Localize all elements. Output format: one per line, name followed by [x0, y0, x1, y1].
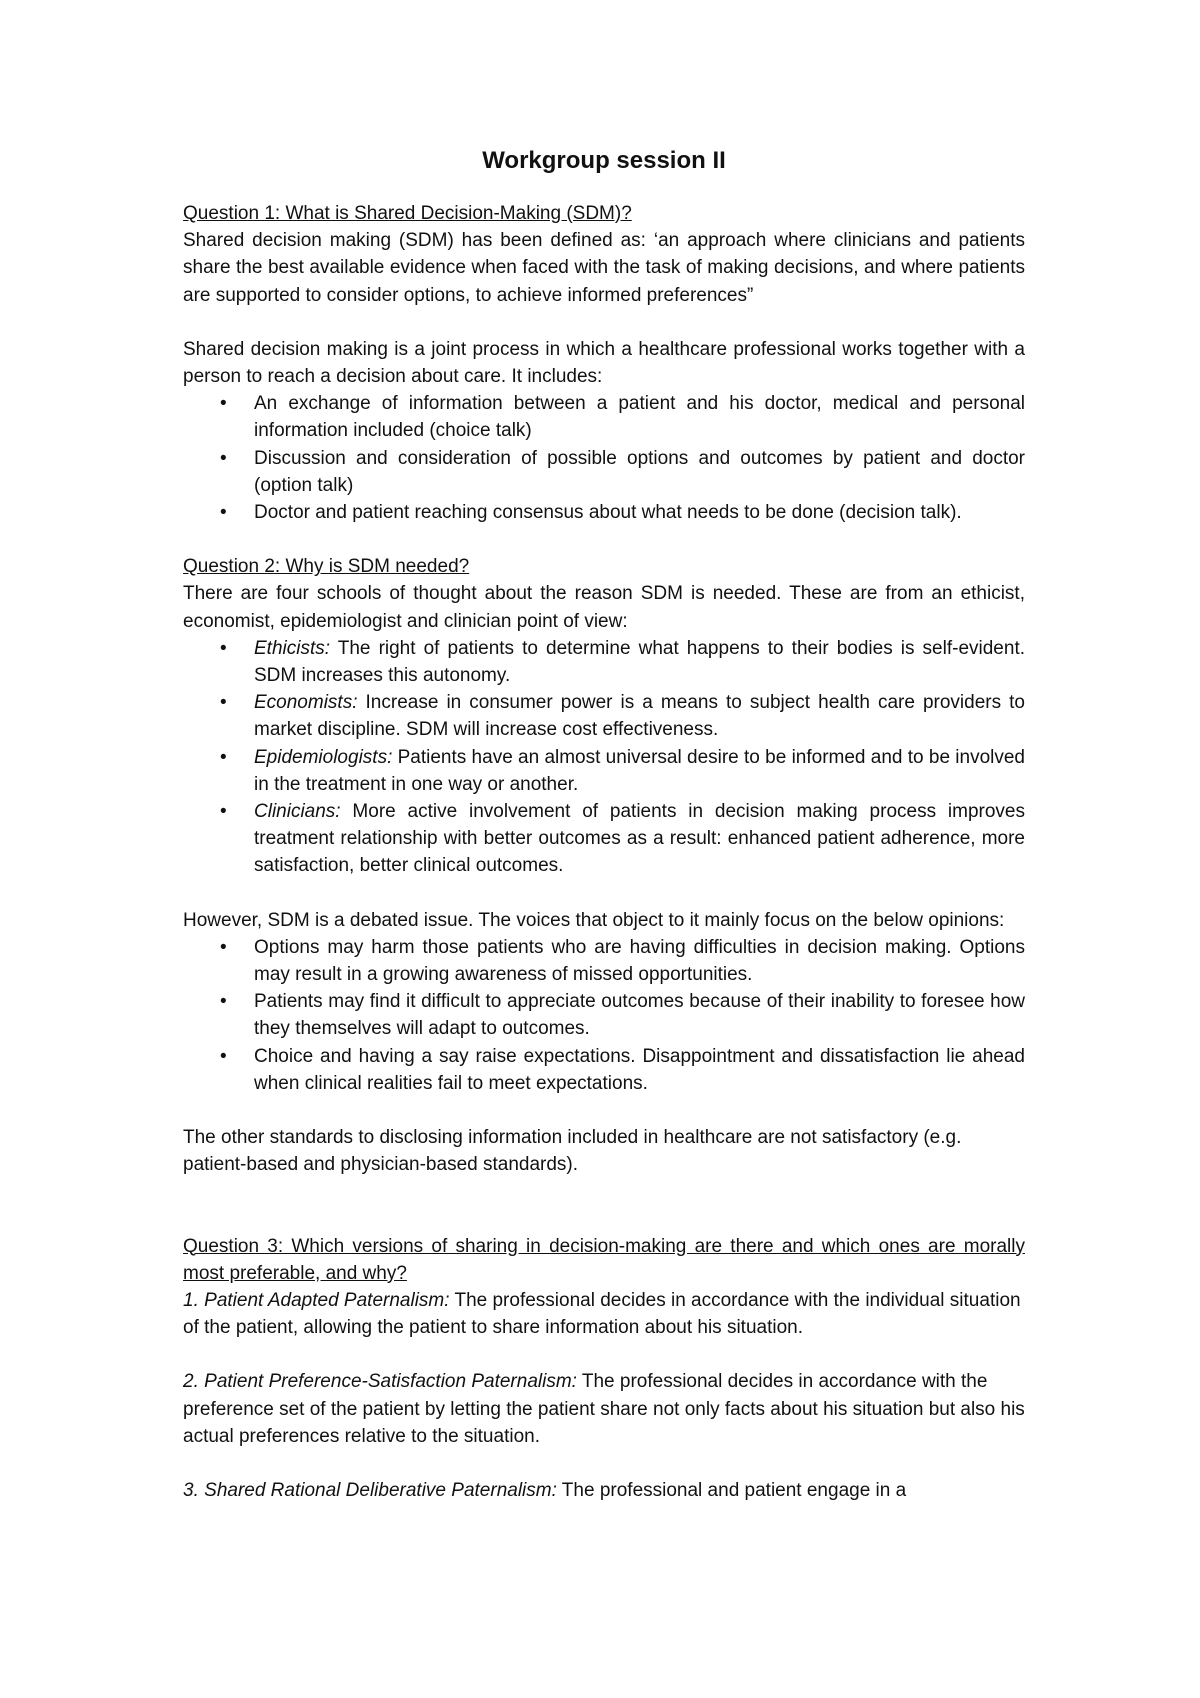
debate-intro: However, SDM is a debated issue. The voices that object to it mainly focus on the below opinions: [183, 909, 1005, 931]
list-item: • Choice and having a say raise expectations. Disappointment and dissatisfaction lie ahead when clinical realities fail to meet expectations. [183, 1043, 1025, 1097]
bullet-icon: • [220, 991, 227, 1013]
version-label: Patient Adapted Paternalism: [204, 1289, 450, 1311]
list-item: • Economists: Increase in consumer power is a means to subject health care providers to market discipline. SDM will increase cost effectiveness. [183, 689, 1025, 743]
standards-paragraph: The other standards to disclosing information included in healthcare are not satisfactory (e.g. patient-based and physician-based standards). [183, 1127, 962, 1176]
school-label: Ethicists: [254, 637, 331, 659]
bullet-icon: • [220, 447, 227, 469]
bullet-icon: • [220, 801, 227, 823]
schools-list [183, 635, 1025, 880]
bullet-icon: • [220, 746, 227, 768]
objections-list [183, 934, 1025, 1097]
bullet-icon: • [220, 393, 227, 415]
version-label: Patient Preference-Satisfaction Paternalism: [204, 1371, 577, 1393]
sdm-intro: Shared decision making is a joint process in which a healthcare professional works together with a person to reach a decision about care. It includes: [183, 338, 1025, 388]
question-1-heading: Question 1: What is Shared Decision-Making (SDM)? [183, 203, 632, 224]
bullet-icon: • [220, 502, 227, 524]
list-item: • Doctor and patient reaching consensus about what needs to be done (decision talk). [183, 499, 1025, 526]
bullet-icon: • [220, 637, 227, 659]
list-item: • Patients may find it difficult to appreciate outcomes because of their inability to foresee how they themselves will adapt to outcomes. [183, 988, 1025, 1042]
document-title: Workgroup session II [482, 147, 726, 174]
version-paragraph: 1. Patient Adapted Paternalism: The professional decides in accordance with the individual situation of the patient, allowing the patient to share information about his situation. [183, 1289, 1021, 1339]
school-label: Epidemiologists: [254, 746, 393, 768]
list-item: • Options may harm those patients who are having difficulties in decision making. Options may result in a growing awareness of missed opportunities. [183, 934, 1025, 988]
bullet-icon: • [220, 692, 227, 714]
sdm-includes-list [183, 390, 1025, 526]
question-3-heading: Question 3: Which versions of sharing in decision-making are there and which ones are morally most preferable, and why? [183, 1235, 1025, 1284]
version-label: Shared Rational Deliberative Paternalism: [204, 1479, 557, 1501]
list-item: • Discussion and consideration of possible options and outcomes by patient and doctor (option talk) [183, 445, 1025, 499]
list-item: • Epidemiologists: Patients have an almost universal desire to be informed and to be involved in the treatment in one way or another. [183, 744, 1025, 798]
bullet-icon: • [220, 936, 227, 958]
list-item: • Clinicians: More active involvement of patients in decision making process improves treatment relationship with better outcomes as a result: enhanced patient adherence, more satisfaction, better clinical outcomes. [183, 798, 1025, 880]
list-item: • Ethicists: The right of patients to determine what happens to their bodies is self-evident. SDM increases this autonomy. [183, 635, 1025, 689]
list-item: • An exchange of information between a patient and his doctor, medical and personal information included (choice talk) [183, 390, 1025, 444]
school-label: Economists: [254, 692, 358, 714]
document-body [183, 146, 1025, 1504]
bullet-icon: • [220, 1045, 227, 1067]
sdm-definition: Shared decision making (SDM) has been defined as: ‘an approach where clinicians and patients share the best available evidence when faced with the task of making decisions, and where patients are supported to consider options, to achieve informed preferences” [183, 230, 1025, 306]
version-paragraph: 2. Patient Preference-Satisfaction Paternalism: The professional decides in accordance with the preference set of the patient by letting the patient share not only facts about his situation but also his actual preferences relative to the situation. [183, 1371, 1025, 1447]
question-2-heading: Question 2: Why is SDM needed? [183, 556, 470, 578]
schools-intro: There are four schools of thought about the reason SDM is needed. These are from an ethicist, economist, epidemiologist and clinician point of view: [183, 583, 1025, 632]
version-paragraph: 3. Shared Rational Deliberative Paternalism: The professional and patient engage in a [183, 1479, 907, 1501]
school-label: Clinicians: [254, 801, 341, 823]
